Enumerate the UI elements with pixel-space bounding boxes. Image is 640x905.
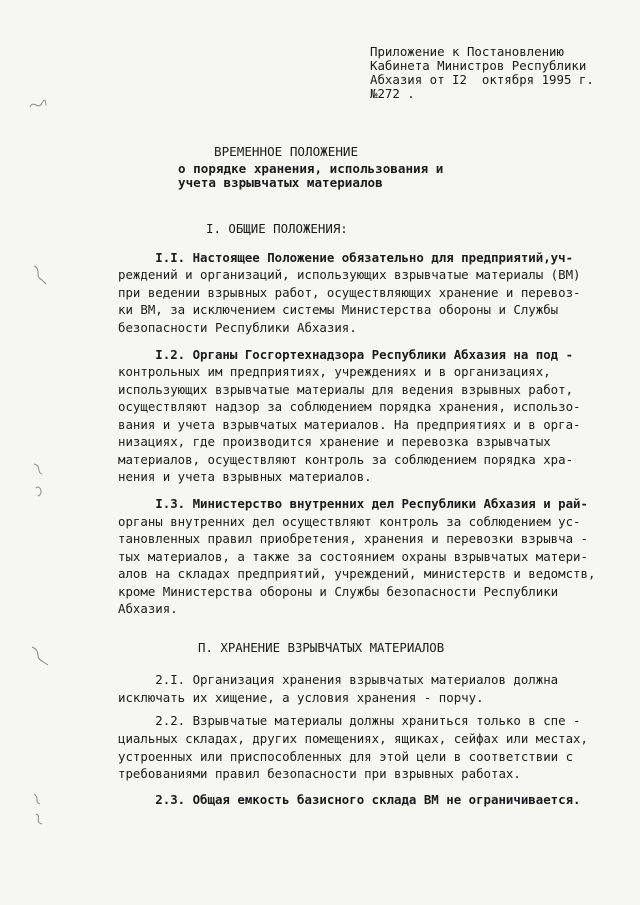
section-2-heading: П. ХРАНЕНИЕ ВЗРЫВЧАТЫХ МАТЕРИАЛОВ <box>198 640 445 655</box>
margin-mark <box>28 97 48 117</box>
body-line: реждений и организаций, использующих взрывчатые материалы (ВМ) <box>118 267 581 282</box>
margin-mark <box>30 262 50 290</box>
header-line-2: Кабинета Министров Республики <box>370 58 587 73</box>
body-line: вания и учета взрывчатых материалов. На предприятиях и в орга- <box>118 417 581 432</box>
header-line-1: Приложение к Постановлению <box>370 44 564 59</box>
body-line: I.3. Министерство внутренних дел Республики Абхазия и рай- <box>118 496 588 511</box>
body-line: ки ВМ, за исключением системы Министерства обороны и Службы <box>118 302 559 317</box>
margin-mark <box>28 643 52 673</box>
body-line: использующих взрывчатые материалы для ведения взрывных работ, <box>118 382 574 397</box>
header-line-4: №272 . <box>370 86 415 101</box>
document-title: ВРЕМЕННОЕ ПОЛОЖЕНИЕ <box>214 144 359 159</box>
body-line: органы внутренних дел осуществляют контроль за соблюдением ус- <box>118 514 581 529</box>
body-line: I.I. Настоящее Положение обязательно для предприятий,уч- <box>118 250 574 265</box>
body-line: нения и учета взрывных материалов. <box>118 469 372 484</box>
body-line: тых материалов, а также за состоянием охраны взрывчатых матери- <box>118 549 588 564</box>
body-line: I.2. Органы Госгортехнадзора Республики Абхазия на под - <box>118 347 574 362</box>
body-line: кроме Министерства обороны и Службы безопасности Республики <box>118 584 559 599</box>
body-line: осуществляют надзор за соблюдением порядка хранения, использо- <box>118 399 581 414</box>
margin-mark <box>30 790 48 832</box>
body-line: алов на складах предприятий, учреждений, министерств и ведомств, <box>118 566 596 581</box>
body-line: 2.3. Общая емкость базисного склада ВМ не ограничивается. <box>118 792 581 807</box>
body-line: циальных складах, других помещениях, ящиках, сейфах или местах, <box>118 731 588 746</box>
margin-mark <box>30 460 50 504</box>
body-line: 2.I. Организация хранения взрывчатых материалов должна <box>118 672 559 687</box>
body-line: Абхазия. <box>118 601 178 616</box>
document-subtitle-2: учета взрывчатых материалов <box>178 175 383 190</box>
body-line: контрольных им предприятиях, учреждениях и в организациях, <box>118 364 551 379</box>
body-line: 2.2. Взрывчатые материалы должны храниться только в спе - <box>118 713 581 728</box>
body-line: при ведении взрывных работ, осуществляющих хранение и перевоз- <box>118 285 581 300</box>
body-line: исключать их хищение, а условия хранения - порчу. <box>118 690 484 705</box>
header-line-3: Абхазия от I2 октября 1995 г. <box>370 72 594 87</box>
section-1-heading: I. ОБЩИЕ ПОЛОЖЕНИЯ: <box>206 221 348 236</box>
body-line: безопасности Республики Абхазия. <box>118 320 357 335</box>
document-subtitle-1: о порядке хранения, использования и <box>178 161 444 176</box>
body-line: требованиями правил безопасности при взрывных работах. <box>118 766 521 781</box>
body-line: устроенных или приспособленных для этой цели в соответствии с <box>118 749 574 764</box>
body-line: материалов, осуществляют контроль за соблюдением порядка хра- <box>118 452 574 467</box>
body-line: низациях, где производится хранение и перевозка взрывчатых <box>118 434 551 449</box>
body-line: тановленных правил приобретения, хранения и перевозки взрывча - <box>118 531 588 546</box>
